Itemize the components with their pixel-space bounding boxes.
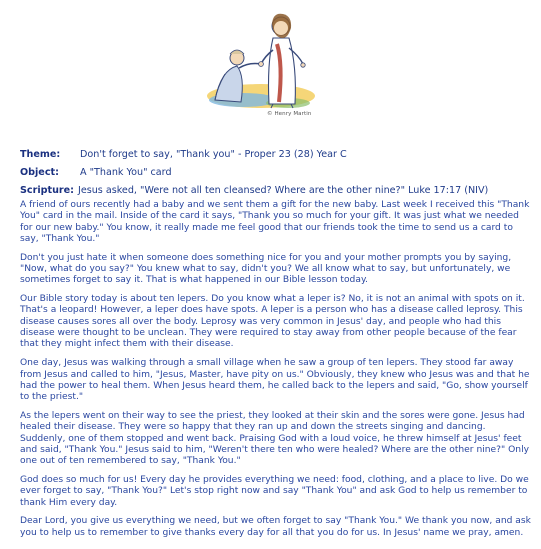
paragraph: Our Bible story today is about ten lepers. Do you know what a leper is? No, it is not an animal with spots on it. That's a leopard! However, a leper does have spots. A leper is a person who has a disease called leprosy. This disease causes sores all over the body. Leprosy was very common in Jesus' day, and people who had this disease were thought to be unclean. They were required to stay away from other people because of the fear that they might infect them with their disease. [20, 294, 525, 350]
theme-value: Don't forget to say, "Thank you" - Proper 23 (28) Year C [80, 149, 347, 160]
lesson-meta [20, 146, 530, 200]
scripture-row [20, 182, 530, 200]
paragraph: One day, Jesus was walking through a small village when he saw a group of ten lepers. They stood far away from Jesus and called to him, "Jesus, Master, have pity on us." Obviously, they knew who Jesus was and that he had the power to heal them. When Jesus heard them, he called back to the lepers and said, "Go, show yourself to the priest." [20, 358, 530, 403]
theme-label: Theme: [20, 149, 61, 160]
paragraph: Dear Lord, you give us everything we need, but we often forget to say "Thank You." We thank you now, and ask you to help us to remember to give thanks every day for all that you do for us. In Jesus' name we pray, amen. [20, 516, 531, 538]
jesus-healing-leper-illustration [203, 4, 321, 124]
paragraph: As the lepers went on their way to see the priest, they looked at their skin and the sores were gone. Jesus had healed their disease. They were so happy that they ran up and down the streets singing and dancing. Suddenly, one of them stopped and went back. Praising God with a loud voice, he threw himself at Jesus' feet and said, "Thank You." Jesus said to him, "Weren't there ten who were healed? Where are the other nine?" Only one out of ten remembered to say, "Thank You." [20, 410, 530, 467]
paragraph: God does so much for us! Every day he provides everything we need: food, clothing, and a place to live. Do we ever forget to say, "Thank You?" Let's stop right now and say "Thank You" and ask God to help us remember to thank Him every day. [20, 474, 529, 508]
illustration-icon [203, 4, 321, 124]
object-row [20, 164, 530, 182]
scripture-label: Scripture: [20, 185, 74, 196]
illustration-credit: © Henry Martin [267, 111, 312, 117]
sermon-body [20, 200, 532, 546]
object-value: A "Thank You" card [80, 167, 172, 178]
theme-row [20, 146, 530, 164]
paragraph: Don't you just hate it when someone does something nice for you and your mother prompts you by saying, "Now, what do you say?" You knew what to say, didn't you? We all know what to say, but unfortunately, we sometimes forget to say it. That is what happened in our Bible lesson today. [20, 252, 512, 286]
paragraph: A friend of ours recently had a baby and we sent them a gift for the new baby. Last week I received this "Thank You" card in the mail. Inside of the card it says, "Thank you so much for your gift. It was just what we needed for our new baby." You know, it really made me feel good that our friends took the time to send us a card to say, "Thank You." [20, 200, 530, 245]
object-label: Object: [20, 167, 59, 178]
scripture-value: Jesus asked, "Were not all ten cleansed? Where are the other nine?" Luke 17:17 (NIV) [77, 185, 489, 196]
